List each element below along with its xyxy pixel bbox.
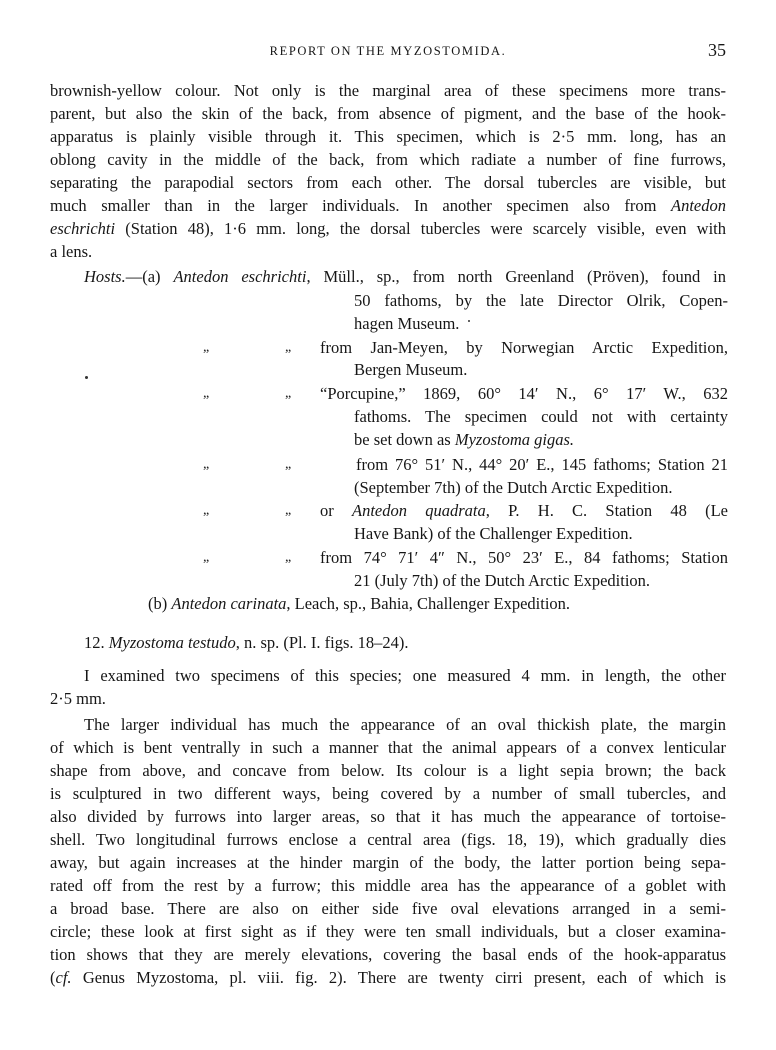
ditto-mark: „ bbox=[203, 550, 210, 565]
text-line: circle; these look at first sight as if they were ten small individuals, but a closer examina- bbox=[50, 922, 726, 941]
hosts-line: or Antedon quadrata, P. H. C. Station 48 (Le bbox=[320, 501, 729, 520]
page-number: 35 bbox=[708, 40, 726, 60]
hosts-line: “Porcupine,” 1869, 60° 14′ N., 6° 17′ W., 632 bbox=[320, 384, 728, 403]
hosts-line: (September 7th) of the Dutch Arctic Expedition. bbox=[354, 478, 673, 497]
print-speck bbox=[85, 376, 88, 379]
text-line: a lens. bbox=[50, 242, 93, 261]
hosts-line: be set down as Myzostoma gigas. bbox=[354, 430, 574, 449]
hosts-line: Have Bank) of the Challenger Expedition. bbox=[354, 524, 633, 543]
text-line: I examined two specimens of this species; one measured 4 mm. in length, the other bbox=[84, 666, 726, 685]
ditto-mark: „ bbox=[285, 550, 292, 565]
hosts-line: from 76° 51′ N., 44° 20′ E., 145 fathoms; Station 21 bbox=[356, 455, 728, 474]
ditto-mark: „ bbox=[203, 386, 210, 401]
ditto-mark: „ bbox=[285, 503, 292, 518]
text-line: brownish-yellow colour. Not only is the marginal area of these specimens more trans- bbox=[50, 81, 726, 100]
text-line: parent, but also the skin of the back, from absence of pigment, and the base of the hook- bbox=[50, 104, 726, 123]
text-line: eschrichti (Station 48), 1·6 mm. long, the dorsal tubercles were scarcely visible, even with bbox=[50, 219, 726, 238]
hosts-intro: Hosts.—(a) Antedon eschrichti, Müll., sp., from north Greenland (Pröven), found in bbox=[84, 267, 726, 286]
hosts-b: (b) Antedon carinata, Leach, sp., Bahia, Challenger Expedition. bbox=[148, 594, 571, 613]
text-line: a broad base. There are also on either side five oval elevations arranged in a semi- bbox=[50, 899, 726, 918]
hosts-line: 21 (July 7th) of the Dutch Arctic Expedition. bbox=[354, 571, 651, 590]
hosts-line: 50 fathoms, by the late Director Olrik, Copen- bbox=[354, 291, 728, 310]
text-line: shell. Two longitudinal furrows enclose a central area (figs. 18, 19), which gradually dies bbox=[50, 830, 726, 849]
ditto-mark: „ bbox=[285, 457, 292, 472]
text-line: shape from above, and concave from below. Its colour is a light sepia brown; the back bbox=[50, 761, 726, 780]
text-line: apparatus is plainly visible through it. This specimen, which is 2·5 mm. long, has an bbox=[50, 127, 726, 146]
text-line: (cf. Genus Myzostoma, pl. viii. fig. 2). There are twenty cirri present, each of which is bbox=[50, 968, 726, 987]
print-speck bbox=[468, 320, 470, 322]
ditto-mark: „ bbox=[285, 340, 292, 355]
hosts-line: from Jan-Meyen, by Norwegian Arctic Expedition, bbox=[320, 338, 728, 357]
text-line: The larger individual has much the appearance of an oval thickish plate, the margin bbox=[84, 715, 726, 734]
text-line: 2·5 mm. bbox=[50, 689, 106, 708]
species-heading: 12. Myzostoma testudo, n. sp. (Pl. I. figs. 18–24). bbox=[84, 633, 409, 652]
hosts-line: Bergen Museum. bbox=[354, 360, 468, 379]
text-line: oblong cavity in the middle of the back, from which radiate a number of fine furrows, bbox=[50, 150, 726, 169]
text-line: of which is bent ventrally in such a manner that the animal appears of a convex lenticular bbox=[50, 738, 726, 757]
text-line: rated off from the rest by a furrow; this middle area has the appearance of a goblet with bbox=[50, 876, 726, 895]
text-line: away, but again increases at the hinder margin of the body, the latter portion being sepa- bbox=[50, 853, 726, 872]
ditto-mark: „ bbox=[285, 386, 292, 401]
text-line: tion shows that they are merely elevations, covering the basal ends of the hook-apparatus bbox=[50, 945, 726, 964]
text-line: much smaller than in the larger individuals. In another specimen also from Antedon bbox=[50, 196, 726, 215]
ditto-mark: „ bbox=[203, 340, 210, 355]
ditto-mark: „ bbox=[203, 503, 210, 518]
text-line: is sculptured in two different ways, being covered by a number of small tubercles, and bbox=[50, 784, 726, 803]
ditto-mark: „ bbox=[203, 457, 210, 472]
hosts-line: hagen Museum. bbox=[354, 314, 460, 333]
hosts-line: from 74° 71′ 4″ N., 50° 23′ E., 84 fathoms; Station bbox=[320, 548, 728, 567]
text-line: separating the parapodial sectors from each other. The dorsal tubercles are visible, but bbox=[50, 173, 726, 192]
hosts-line: fathoms. The specimen could not with certainty bbox=[354, 407, 728, 426]
text-line: also divided by furrows into larger areas, so that it has much the appearance of tortoise- bbox=[50, 807, 726, 826]
running-header-title: REPORT ON THE MYZOSTOMIDA. bbox=[269, 44, 507, 58]
